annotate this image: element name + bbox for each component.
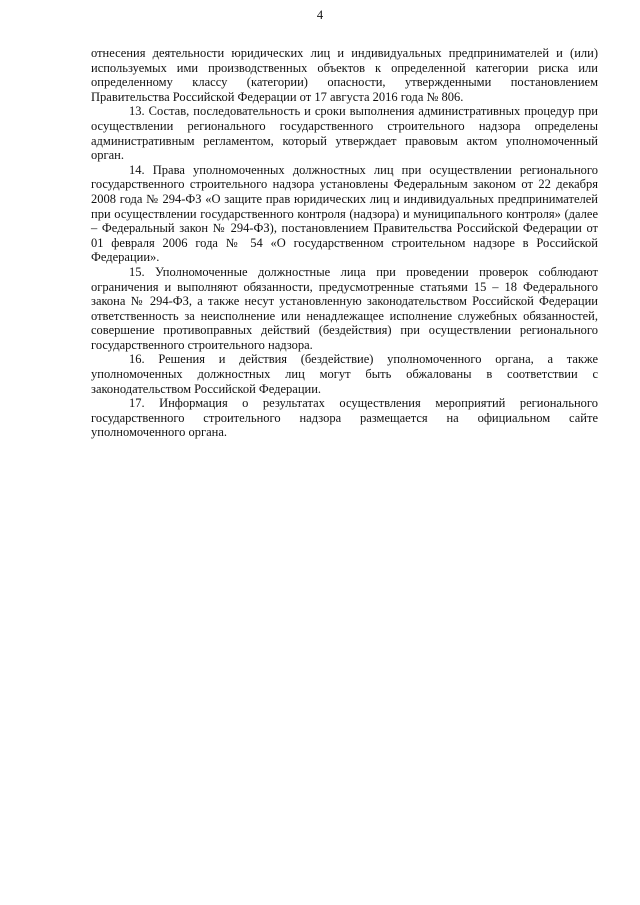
paragraph-14: 14. Права уполномоченных должностных лиц при осуществлении регионального государственного строительного надзора установлены Федеральным законом от 22 декабря 2008 года № 294-ФЗ «О защите прав юридических лиц и индивидуальных предпринимателей при осуществлении государственного контроля (надзора) и муниципального контроля» (далее – Федеральный закон № 294-ФЗ), постановлением Правительства Российской Федерации от 01 февраля 2006 года № 54 «О государственном строительном надзоре в Российской Федерации». bbox=[91, 162, 598, 265]
paragraph-13: 13. Состав, последовательность и сроки выполнения административных процедур при осуществлении регионального государственного строительного надзора определены административным регламентом, который утверждает правовым актом уполномоченный орган. bbox=[91, 104, 598, 163]
paragraph-continuation: отнесения деятельности юридических лиц и индивидуальных предпринимателей и (или) используемых ими производственных объектов к определенной категории риска или определенному классу (категории) опасности, утвержденными постановлением Правительства Российской Федерации от 17 августа 2016 года № 806. bbox=[91, 46, 598, 104]
page-number: 4 bbox=[316, 8, 324, 22]
paragraph-15: 15. Уполномоченные должностные лица при проведении проверок соблюдают ограничения и выполняют обязанности, предусмотренные статьями 15 – 18 Федерального закона № 294-ФЗ, а также несут установленную законодательством Российской Федерации ответственность за неисполнение или ненадлежащее исполнение служебных обязанностей, совершение противоправных действий (бездействия) при осуществлении регионального государственного строительного надзора. bbox=[91, 264, 598, 352]
paragraph-16: 16. Решения и действия (бездействие) уполномоченного органа, а также уполномоченных должностных лиц могут быть обжалованы в соответствии с законодательством Российской Федерации. bbox=[91, 352, 598, 396]
document-body bbox=[91, 46, 598, 440]
paragraph-17: 17. Информация о результатах осуществления мероприятий регионального государственного строительного надзора размещается на официальном сайте уполномоченного органа. bbox=[91, 396, 598, 440]
